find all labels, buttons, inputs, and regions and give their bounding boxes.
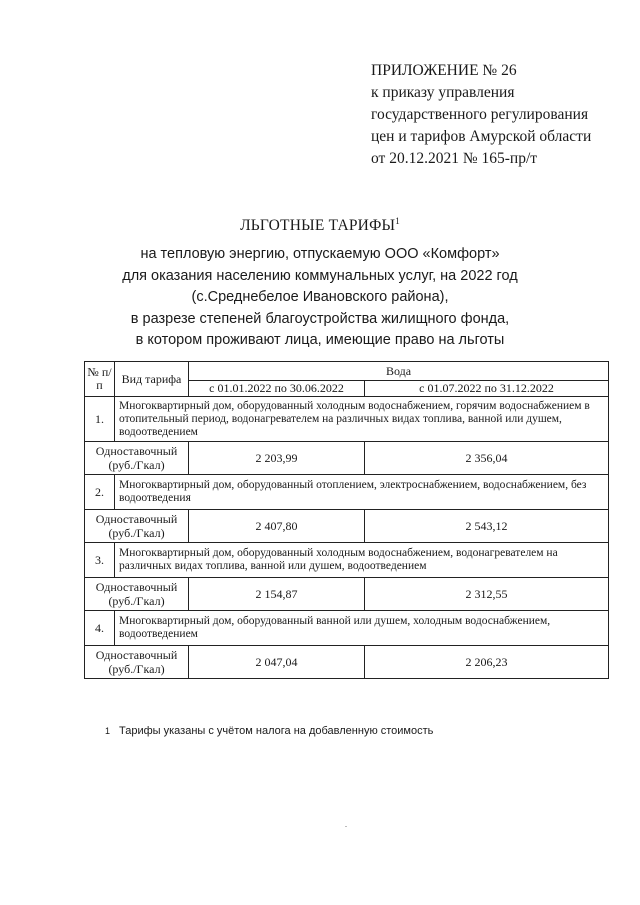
annex-line: цен и тарифов Амурской области xyxy=(371,128,592,145)
header-period-2: с 01.07.2022 по 31.12.2022 xyxy=(365,381,609,397)
footnote-mark: 1 xyxy=(105,726,111,736)
tariff-value-period-1: 2 203,99 xyxy=(189,442,365,475)
subtitle-line: для оказания населению коммунальных услуг, на 2022 год xyxy=(122,267,518,284)
tariff-value-period-1: 2 154,87 xyxy=(189,578,365,611)
annex-line: государственного регулирования xyxy=(371,106,589,123)
table-row xyxy=(85,578,609,611)
subtitle-line: в разрезе степеней благоустройства жилищного фонда, xyxy=(130,310,510,327)
table-row xyxy=(85,611,609,646)
title-text: ЛЬГОТНЫЕ ТАРИФЫ xyxy=(240,217,396,235)
tariff-value-period-1: 2 407,80 xyxy=(189,510,365,543)
subtitle-line: в котором проживают лица, имеющие право на льготы xyxy=(135,332,505,348)
footnote xyxy=(105,725,433,737)
footnote-text: Тарифы указаны с учётом налога на добавленную стоимость xyxy=(119,725,434,737)
tariff-value-period-2: 2 356,04 xyxy=(365,442,609,475)
housing-category: Многоквартирный дом, оборудованный холодным водоснабжением, горячим водоснабжением в отопительный период, водонагревателем на различных видах топлива, ванной или душем, водоотведением xyxy=(115,397,609,442)
table-row xyxy=(85,397,609,442)
tariff-value-period-2: 2 312,55 xyxy=(365,578,609,611)
row-number: 1. xyxy=(85,397,115,442)
housing-category: Многоквартирный дом, оборудованный холодным водоснабжением, водонагревателем на различных видах топлива, ванной или душем, водоотведением xyxy=(115,543,609,578)
tariff-value-period-1: 2 047,04 xyxy=(189,646,365,679)
scan-speck xyxy=(345,826,347,827)
annex-line: от 20.12.2021 № 165-пр/т xyxy=(371,150,538,167)
tariff-unit: Одноставочный (руб./Гкал) xyxy=(85,646,189,679)
header-number: № п/п xyxy=(85,362,115,397)
title-footnote-ref: 1 xyxy=(395,216,400,226)
annex-line: к приказу управления xyxy=(371,84,515,101)
table-row xyxy=(85,543,609,578)
housing-category: Многоквартирный дом, оборудованный отоплением, электроснабжением, водоснабжением, без водоотведения xyxy=(115,475,609,510)
table-row xyxy=(85,646,609,679)
tariff-unit: Одноставочный (руб./Гкал) xyxy=(85,578,189,611)
annex-line: ПРИЛОЖЕНИЕ № 26 xyxy=(371,62,517,79)
tariff-value-period-2: 2 543,12 xyxy=(365,510,609,543)
housing-category: Многоквартирный дом, оборудованный ванной или душем, холодным водоснабжением, водоотведением xyxy=(115,611,609,646)
subtitle-line: (с.Среднебелое Ивановского района), xyxy=(191,289,449,305)
row-number: 3. xyxy=(85,543,115,578)
tariff-unit: Одноставочный (руб./Гкал) xyxy=(85,510,189,543)
document-title xyxy=(0,216,640,235)
table-row xyxy=(85,475,609,510)
table-row xyxy=(85,510,609,543)
header-period-1: с 01.01.2022 по 30.06.2022 xyxy=(189,381,365,397)
table-row xyxy=(85,442,609,475)
tariff-table xyxy=(84,361,609,679)
row-number: 4. xyxy=(85,611,115,646)
header-tariff-kind: Вид тарифа xyxy=(115,362,189,397)
subtitle-line: на тепловую энергию, отпускаемую ООО «Комфорт» xyxy=(140,246,500,262)
tariff-unit: Одноставочный (руб./Гкал) xyxy=(85,442,189,475)
header-water: Вода xyxy=(189,362,609,381)
annex-block xyxy=(371,60,631,170)
table-header-row xyxy=(85,362,609,381)
document-subtitle xyxy=(0,244,640,352)
tariff-value-period-2: 2 206,23 xyxy=(365,646,609,679)
row-number: 2. xyxy=(85,475,115,510)
